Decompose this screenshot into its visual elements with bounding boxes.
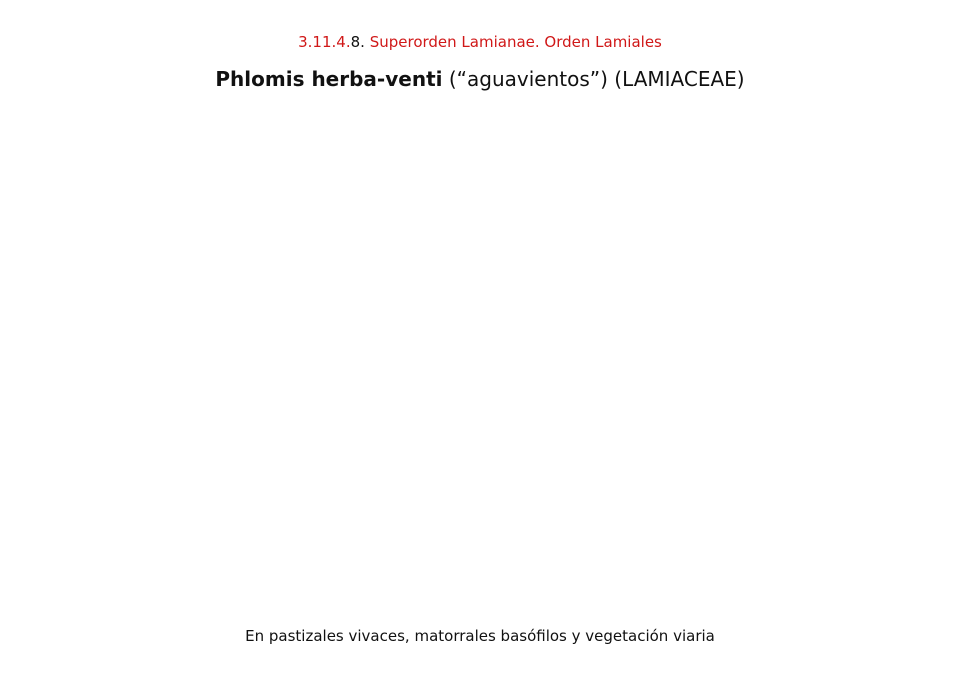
image-area bbox=[120, 105, 840, 615]
section-title: Superorden Lamianae. Orden Lamiales bbox=[369, 33, 662, 51]
species-name: Phlomis herba-venti bbox=[215, 67, 443, 91]
page-title bbox=[0, 66, 960, 92]
common-name: (“aguavientos”) bbox=[448, 67, 608, 91]
section-prefix: 3.11.4. bbox=[298, 33, 351, 51]
section-header bbox=[0, 32, 960, 52]
family-name: (LAMIACEAE) bbox=[614, 67, 745, 91]
habitat-caption: En pastizales vivaces, matorrales basófilos y vegetación viaria bbox=[245, 627, 715, 645]
section-number: 8. bbox=[350, 33, 365, 51]
